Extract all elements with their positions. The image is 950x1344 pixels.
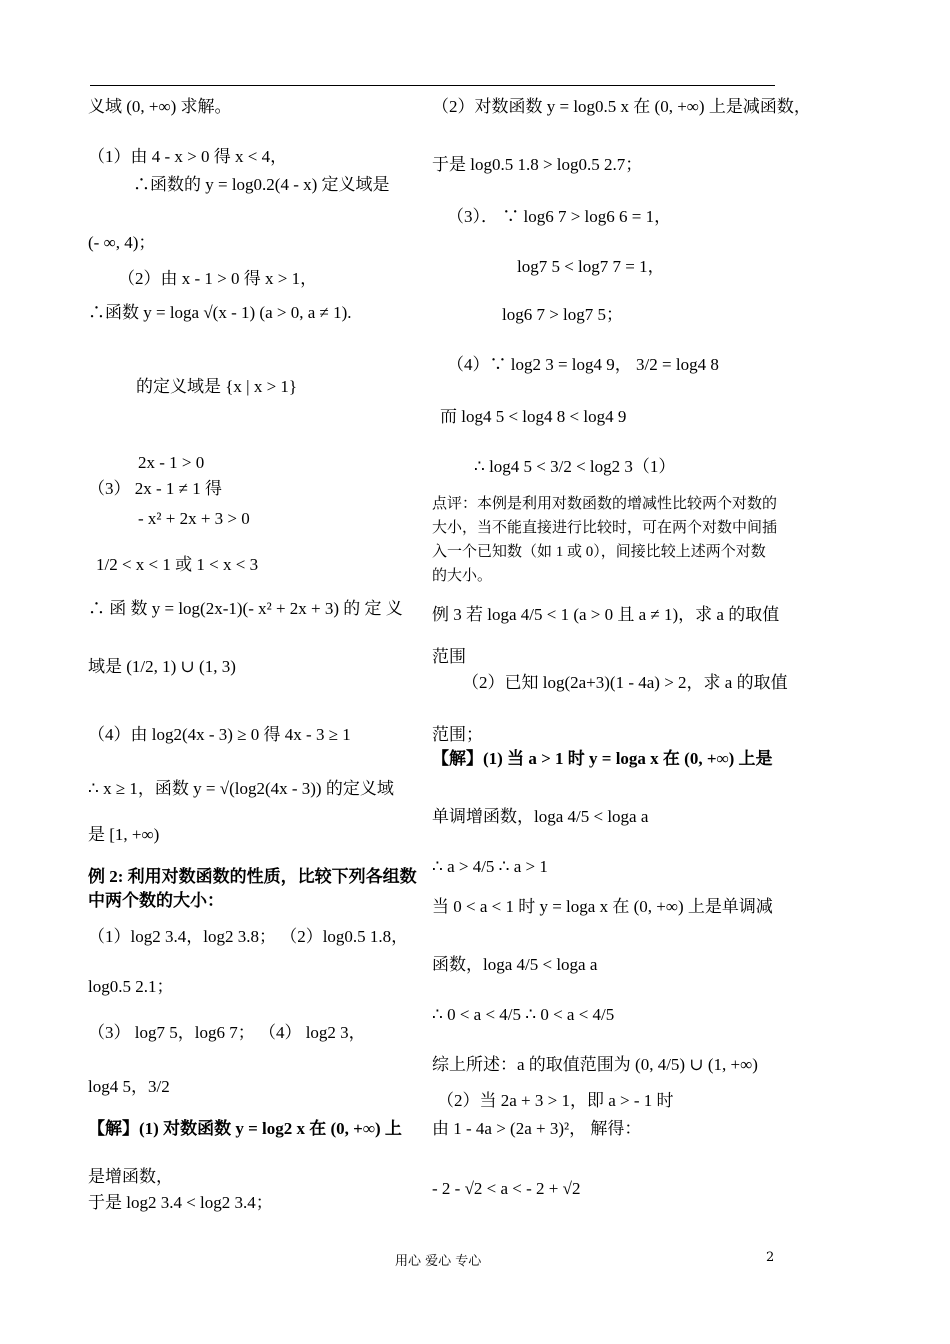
left-line: 义域 (0, +∞) 求解。 — [88, 97, 232, 116]
left-line: log0.5 2.1； — [88, 977, 174, 996]
left-line: ∴ 函 数 y = log(2x-1)(- x² + 2x + 3) 的 定 义 — [88, 599, 403, 618]
right-line: （4）∵ log2 3 = log4 9， 3/2 = log4 8 — [447, 355, 719, 374]
left-line: （3） log7 5，log6 7； （4） log2 3， — [88, 1023, 366, 1042]
footer-text: 用心 爱心 专心 — [395, 1254, 482, 1269]
right-line: 综上所述：a 的取值范围为 (0, 4/5) ∪ (1, +∞) — [432, 1055, 758, 1074]
right-line: 函数，loga 4/5 < loga a — [432, 955, 598, 974]
right-line: log6 7 > log7 5； — [502, 305, 624, 324]
right-line: （3）． ∵ log6 7 > log6 6 = 1， — [447, 207, 672, 226]
page-number: 2 — [766, 1250, 775, 1265]
right-line: 范围 — [432, 647, 466, 666]
left-line: 中两个数的大小： — [88, 891, 224, 910]
right-line: 点评：本例是利用对数函数的增减性比较两个对数的大小，当不能直接进行比较时，可在两个对数中间插入一个已知数（如 1 或 0），间接比较上述两个对数的大小。 — [432, 496, 778, 584]
left-line: 的定义域是 {x | x > 1} — [136, 377, 298, 396]
left-line: 是增函数， — [88, 1167, 173, 1186]
right-line: ∴ a > 4/5 ∴ a > 1 — [432, 857, 548, 876]
left-line: 例 2: 利用对数函数的性质，比较下列各组数 — [88, 867, 417, 886]
right-line: - 2 - √2 < a < - 2 + √2 — [432, 1179, 581, 1198]
left-line: ∴ x ≥ 1，函数 y = √(log2(4x - 3)) 的定义域 — [88, 779, 394, 798]
left-line: log4 5，3/2 — [88, 1077, 170, 1096]
left-line: （2）由 x - 1 > 0 得 x > 1， — [118, 269, 318, 288]
left-line: ∴函数的 y = log0.2(4 - x) 定义域是 — [133, 175, 390, 194]
left-line: - x² + 2x + 3 > 0 — [138, 509, 250, 528]
right-line: ∴ 0 < a < 4/5 ∴ 0 < a < 4/5 — [432, 1005, 615, 1024]
header-rule — [90, 85, 775, 86]
left-line: 1/2 < x < 1 或 1 < x < 3 — [96, 555, 259, 574]
left-line: ∴函数 y = loga √(x - 1) (a > 0, a ≠ 1). — [88, 303, 352, 322]
right-line: 单调增函数，loga 4/5 < loga a — [432, 807, 649, 826]
right-line: 当 0 < a < 1 时 y = loga x 在 (0, +∞) 上是单调减 — [432, 897, 773, 916]
right-line: 【解】(1) 当 a > 1 时 y = loga x 在 (0, +∞) 上是 — [432, 749, 773, 768]
right-line: 于是 log0.5 1.8 > log0.5 2.7； — [432, 155, 643, 174]
right-line: （2）当 2a + 3 > 1，即 a > - 1 时 — [437, 1091, 674, 1110]
left-line: （1）log2 3.4，log2 3.8； （2）log0.5 1.8， — [88, 927, 409, 946]
right-line: （2）已知 log(2a+3)(1 - 4a) > 2，求 a 的取值 — [462, 673, 788, 692]
left-line: （1）由 4 - x > 0 得 x < 4， — [88, 147, 288, 166]
right-line: log7 5 < log7 7 = 1， — [517, 257, 665, 276]
left-line: 于是 log2 3.4 < log2 3.4； — [88, 1193, 273, 1212]
left-line: (- ∞, 4)； — [88, 233, 156, 252]
left-line: 域是 (1/2, 1) ∪ (1, 3) — [88, 657, 236, 676]
right-line: ∴ log4 5 < 3/2 < log2 3（1） — [474, 457, 676, 476]
right-line: （2）对数函数 y = log0.5 x 在 (0, +∞) 上是减函数， — [432, 97, 811, 116]
right-line: 范围； — [432, 725, 483, 744]
left-line: 是 [1, +∞) — [88, 825, 160, 844]
left-line: 【解】(1) 对数函数 y = log2 x 在 (0, +∞) 上 — [88, 1119, 402, 1138]
left-line: 2x - 1 > 0 — [138, 453, 205, 472]
left-line: （4）由 log2(4x - 3) ≥ 0 得 4x - 3 ≥ 1 — [88, 725, 351, 744]
right-line: 而 log4 5 < log4 8 < log4 9 — [440, 407, 627, 426]
left-line: （3） 2x - 1 ≠ 1 得 — [88, 479, 222, 498]
right-line: 由 1 - 4a > (2a + 3)²， 解得： — [432, 1119, 642, 1138]
right-line: 例 3 若 loga 4/5 < 1 (a > 0 且 a ≠ 1)，求 a 的取值 — [432, 605, 780, 624]
